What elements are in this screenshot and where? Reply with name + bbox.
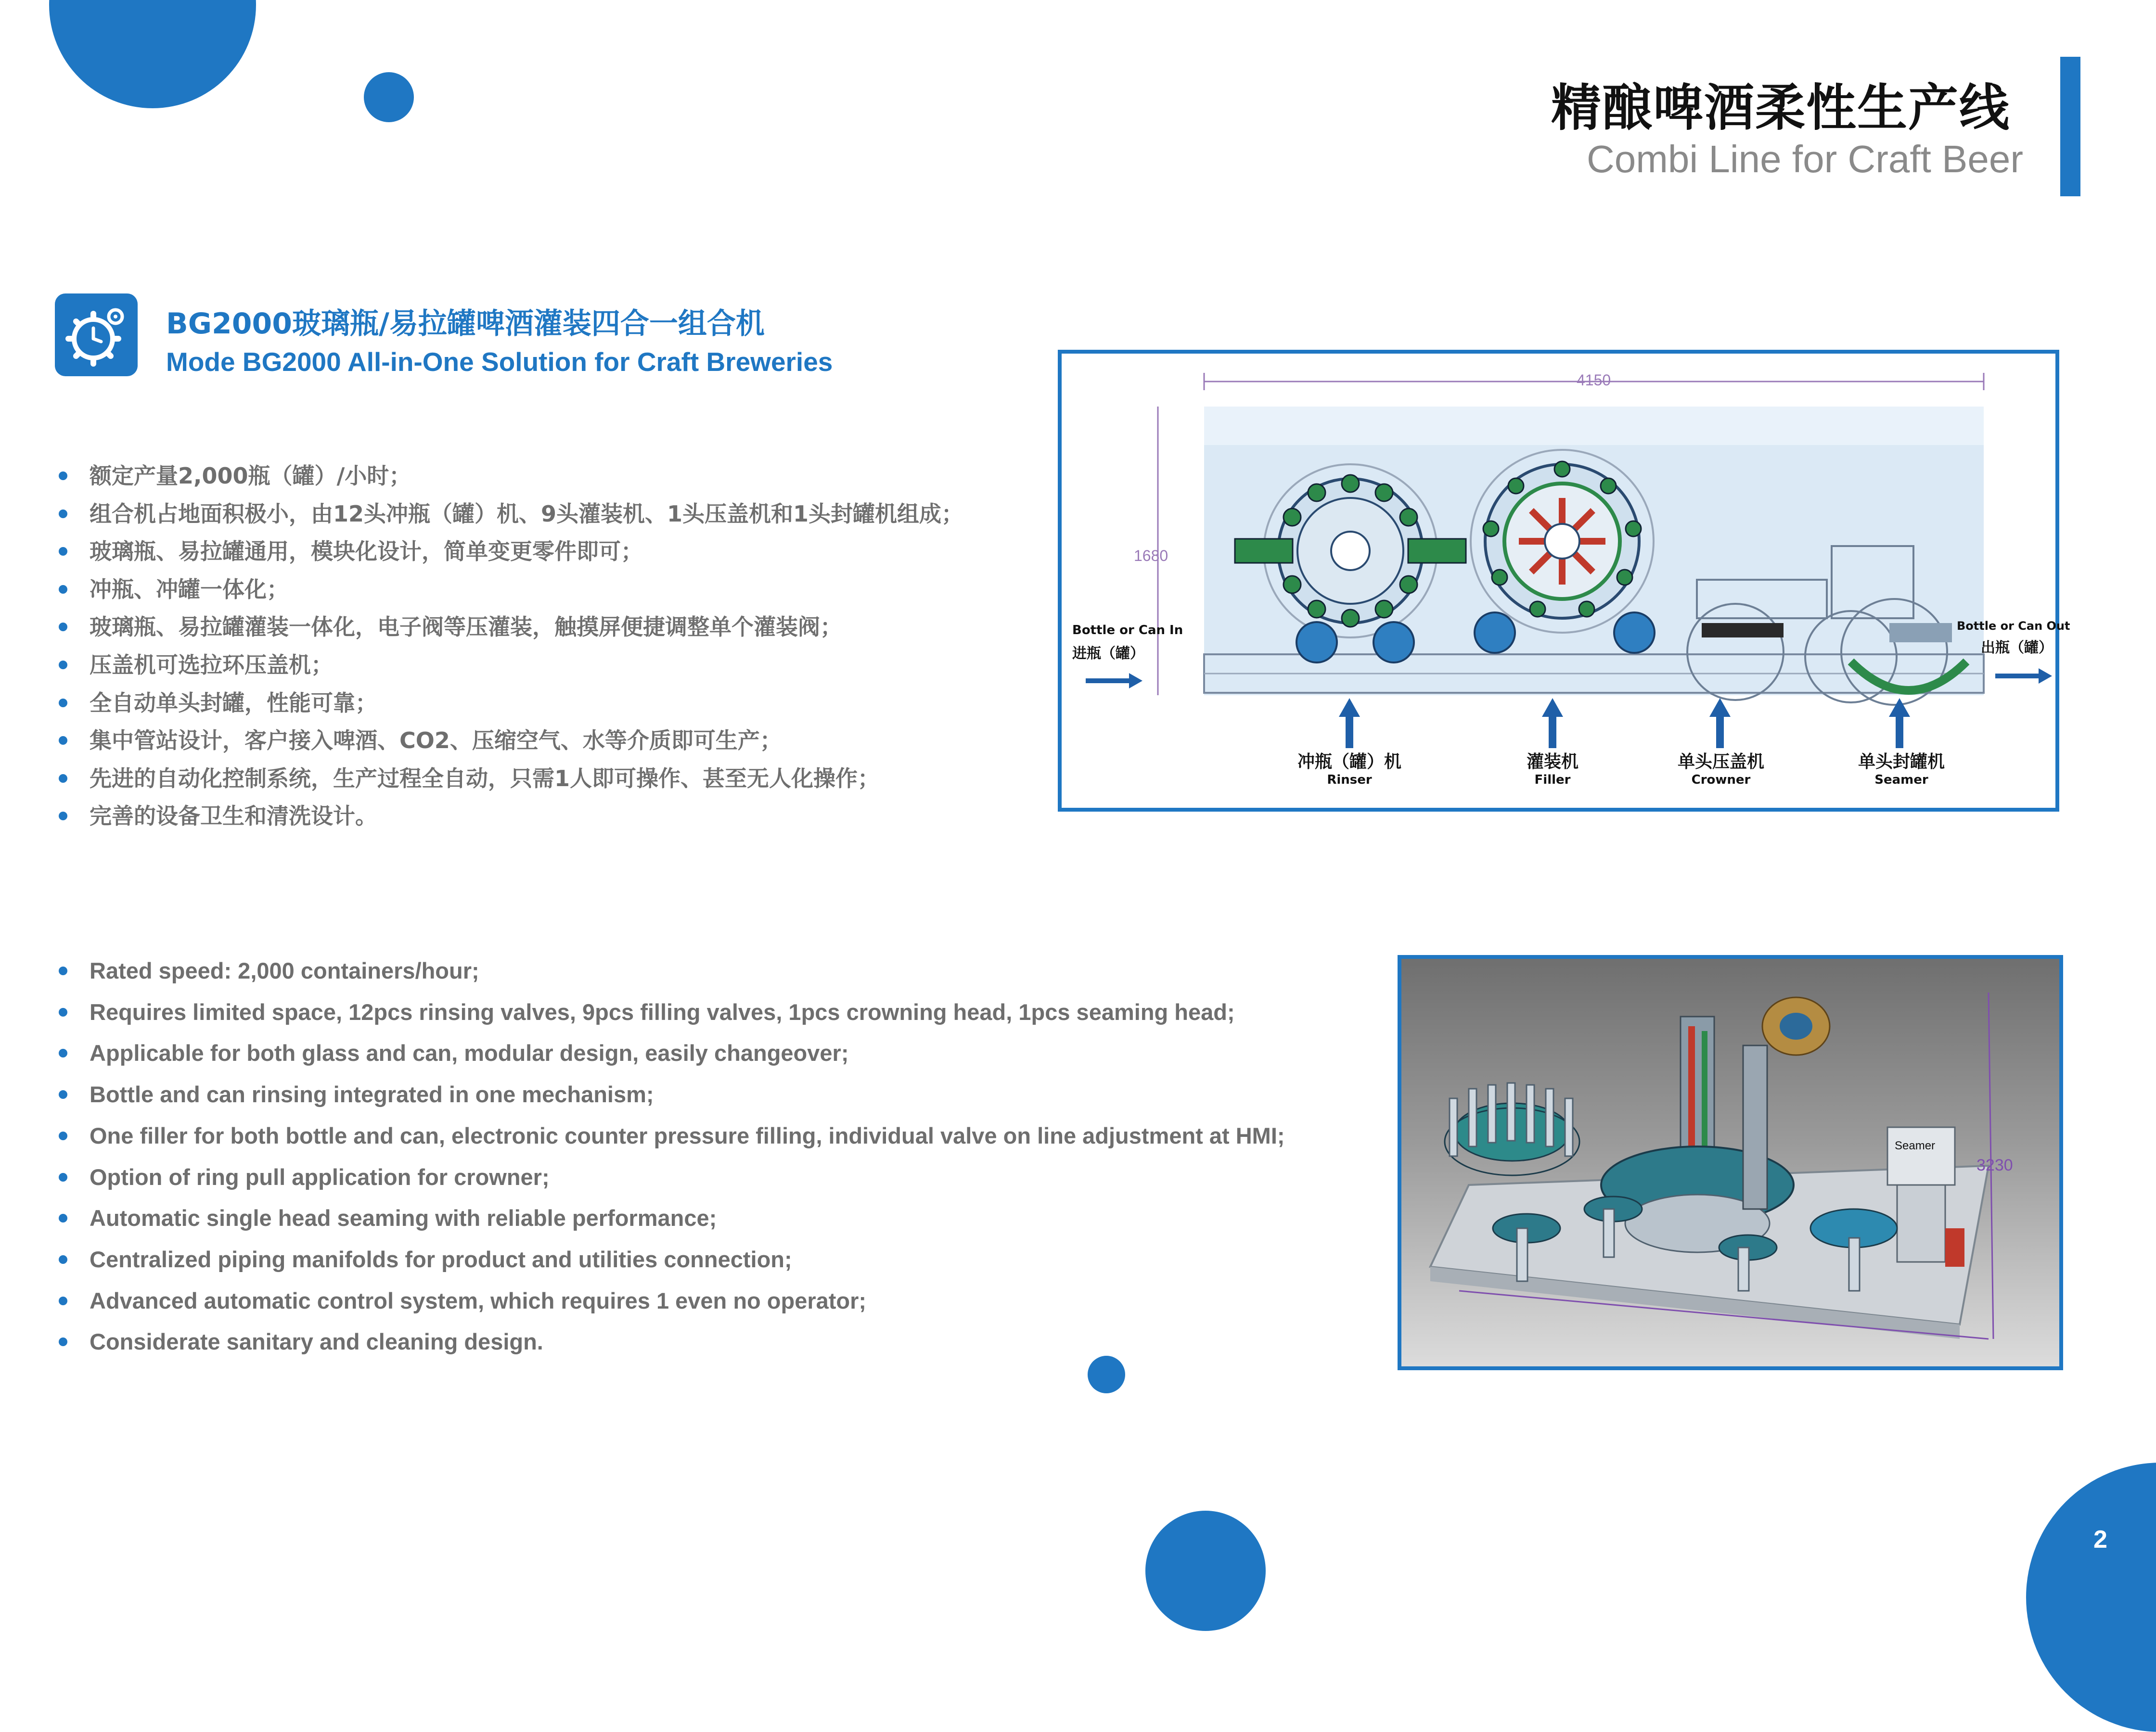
page-number: 2 xyxy=(2093,1526,2107,1554)
decor-circle-bottom-right xyxy=(2026,1463,2156,1732)
machine-3d-render xyxy=(1398,955,2063,1370)
dimension-height: 1680 xyxy=(1134,547,1168,564)
list-item: Centralized piping manifolds for product and utilities connection; xyxy=(55,1239,1285,1280)
station-filler: 灌装机 Filler xyxy=(1526,752,1578,787)
layout-diagram xyxy=(1058,350,2070,812)
render-seamer-label: Seamer xyxy=(1895,1139,1936,1152)
list-item: 压盖机可选拉环压盖机； xyxy=(55,646,963,684)
inlet-label-en: Bottle or Can In xyxy=(1072,623,1183,637)
list-item: Bottle and can rinsing integrated in one mechanism; xyxy=(55,1074,1285,1115)
list-item: Applicable for both glass and can, modular design, easily changeover; xyxy=(55,1032,1285,1074)
decor-dot-top xyxy=(364,72,414,122)
inlet-label-cn: 进瓶（罐） xyxy=(1072,645,1144,662)
list-item: 集中管站设计，客户接入啤酒、CO2、压缩空气、水等介质即可生产； xyxy=(55,722,963,760)
dimension-width: 4150 xyxy=(1577,371,1611,389)
list-item: Rated speed: 2,000 containers/hour; xyxy=(55,950,1285,992)
list-item: One filler for both bottle and can, electronic counter pressure filling, individual valve on line adjustment at HMI; xyxy=(55,1115,1285,1157)
outlet-label-en: Bottle or Can Out xyxy=(1957,619,2070,633)
page-subtitle: Combi Line for Craft Beer xyxy=(1586,138,2023,180)
list-item: Option of ring pull application for crowner; xyxy=(55,1157,1285,1198)
feature-list-en xyxy=(55,950,1285,1363)
render-dimension-height: 3230 xyxy=(1976,1156,2013,1174)
list-item: 冲瓶、冲罐一体化； xyxy=(55,571,963,609)
list-item: 额定产量2,000瓶（罐）/小时； xyxy=(55,457,963,495)
section-title-cn: BG2000玻璃瓶/易拉罐啤酒灌装四合一组合机 xyxy=(166,307,765,341)
outlet-arrow xyxy=(1995,668,2052,684)
list-item: Advanced automatic control system, which requires 1 even no operator; xyxy=(55,1280,1285,1322)
list-item: 先进的自动化控制系统，生产过程全自动，只需1人即可操作、甚至无人化操作； xyxy=(55,760,963,798)
list-item: 玻璃瓶、易拉罐通用，模块化设计，简单变更零件即可； xyxy=(55,533,963,571)
list-item: Automatic single head seaming with reliable performance; xyxy=(55,1197,1285,1239)
page-title: 精酿啤酒柔性生产线 xyxy=(1551,78,2010,137)
filler-drawing xyxy=(1471,450,1654,633)
outlet-label-cn: 出瓶（罐） xyxy=(1981,639,2053,656)
title-accent-bar xyxy=(2060,57,2080,196)
list-item: 玻璃瓶、易拉罐灌装一体化，电子阀等压灌装，触摸屏便捷调整单个灌装阀； xyxy=(55,608,963,646)
station-seamer: 单头封罐机 Seamer xyxy=(1858,752,1945,787)
list-item: 完善的设备卫生和清洗设计。 xyxy=(55,797,963,835)
list-item: 组合机占地面积极小，由12头冲瓶（罐）机、9头灌装机、1头压盖机和1头封罐机组成； xyxy=(55,495,963,533)
inlet-arrow xyxy=(1086,673,1142,688)
section-title-en: Mode BG2000 All-in-One Solution for Craft Breweries xyxy=(166,347,833,377)
station-crowner: 单头压盖机 Crowner xyxy=(1677,752,1764,787)
list-item: 全自动单头封罐，性能可靠； xyxy=(55,684,963,722)
decor-circle-bottom xyxy=(1145,1511,1266,1631)
station-rinser: 冲瓶（罐）机 Rinser xyxy=(1297,752,1401,787)
feature-list-cn xyxy=(55,457,963,835)
decor-circle-top-left xyxy=(49,0,256,108)
gear-clock-icon xyxy=(55,293,138,376)
list-item: Requires limited space, 12pcs rinsing valves, 9pcs filling valves, 1pcs crowning head, 1pcs seaming head; xyxy=(55,992,1285,1033)
list-item: Considerate sanitary and cleaning design. xyxy=(55,1321,1285,1363)
